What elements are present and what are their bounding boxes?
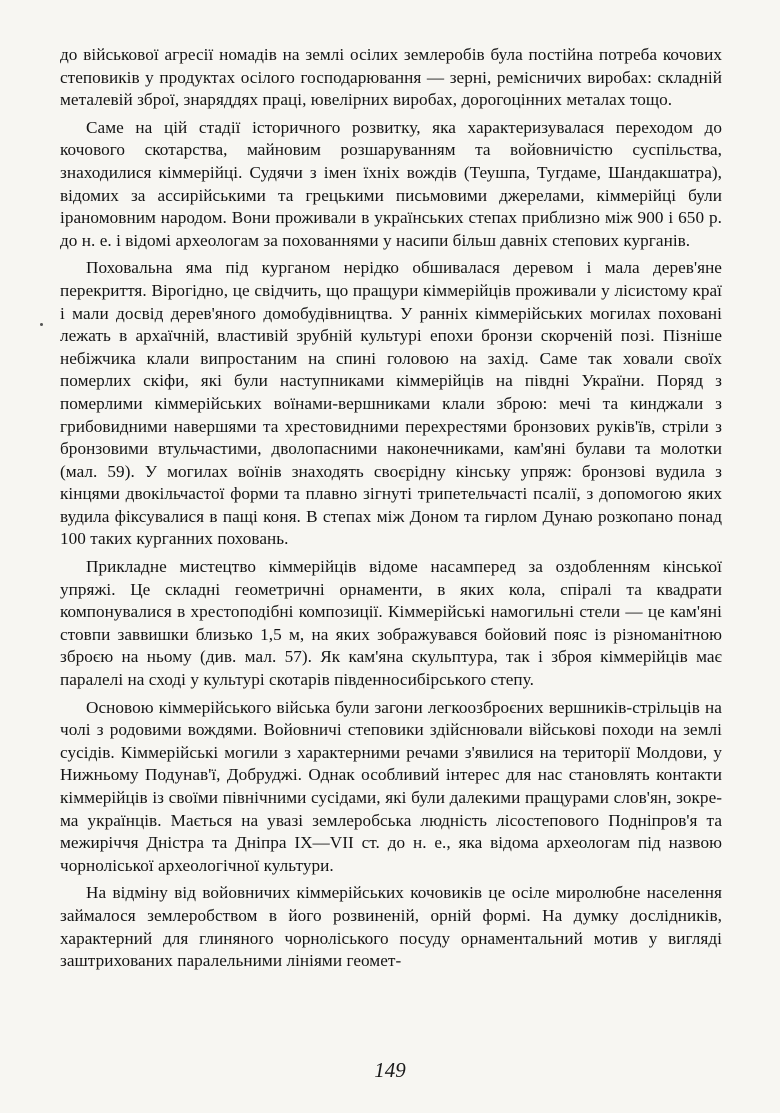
paragraph-3: Поховальна яма під курганом нерідко обшивалася деревом і мала дерев'яне перекриття. Вірогідно, це свідчить, що пращури кіммерійців проживали у лісистому краї і мали досвід дерев'яного домобудівництва. У ранніх кіммерійських могилах поховані лежать в архаїчній, властивій зрубній культурі епохи бронзи скорченій позі. Пізніше небіжчика клали випростаним на спині головою на захід. Саме так ховали своїх померлих скіфи, які були наступниками кіммерійців на півдні України. Поряд з померлими кіммерійських воїнами-вершниками клали зброю: мечі та кинджали з грибовидними навершями та хрестовидними перехрестями бронзових руків'їв, стріли з бронзовими втульчастими, дволопасними наконечниками, кам'яні булави та молотки (мал. 59). У могилах воїнів знаходять своєрідну кінську упряж: бронзові вудила з кінцями двокільчастої форми та плавно зігнуті трипетельчасті псалії, з допомогою яких вудила фіксувалися в пащі коня. В степах між Доном та гирлом Дунаю розкопано понад 100 таких курганних поховань.	[60, 258, 722, 549]
paragraph-4: Прикладне мистецтво кіммерійців відоме насамперед за оздобленням кінської упряжі. Це складні геометричні орнаменти, в яких кола, спіралі та квадрати компонувалися в хрестоподібні композиції. Кіммерійські намогильні стели — це кам'яні стовпи заввишки близько 1,5 м, на яких зображувався бойовий пояс із різноманітною зброєю на ньому (див. мал. 57). Як кам'яна скульптура, так і зброя кіммерійців має паралелі на сході у культурі скотарів південносибірського степу.	[60, 557, 722, 690]
margin-mark	[40, 323, 43, 326]
paragraph-1: до військової агресії номадів на землі осілих землеробів була постійна потреба кочових степовиків у продуктах осілого господарювання — зерні, ремісничих виробах: складній металевій зброї, знаряддях праці, ювелірних виробах, дорогоцінних металах тощо.	[60, 45, 722, 110]
paragraph-2: Саме на цій стадії історичного розвитку, яка характеризувалася переходом до кочового скотарства, майновим розшаруванням та войовничістю суспільства, знаходилися кіммерійці. Судячи з імен їхніх вождів (Теушпа, Тугдаме, Шандакшатра), відомих за ассирійськими та грецькими письмовими джерелами, кіммерійці були іраномовним народом. Вони проживали в українських степах приблизно між 900 і 650 р. до н. е. і відомі археологам за похованнями у насипи більш давніх степових курганів.	[60, 117, 722, 250]
paragraph-5: Основою кіммерійського війська були загони легкоозброєних вершників-стрільців на чолі з родовими вождями. Войовничі степовики здійснювали військові походи на землі сусідів. Кіммерійські могили з характерними речами з'явилися на території Молдови, у Нижньому Подунав'ї, Добруджі. Однак особливий інтерес для нас становлять контакти кіммерійців із своїми північними сусідами, які були далекими пращурами слов'ян, зокрема українців. Мається на увазі землеробська людність лісостепового Подніпров'я та межиріччя Дністра та Дніпра IX—VII ст. до н. е., яка відома археологам під назвою чорноліської археологічної культури.	[60, 697, 722, 875]
paragraph-6: На відміну від войовничих кіммерійських кочовиків це осіле миролюбне населення займалося землеробством в його розвиненій, орній формі. На думку дослідників, характерний для глиняного чорноліського посуду орнаментальний мотив у вигляді заштрихованих паралельними лініями геомет-	[60, 883, 722, 971]
page-number: 149	[374, 1058, 406, 1082]
page-body	[60, 44, 722, 978]
